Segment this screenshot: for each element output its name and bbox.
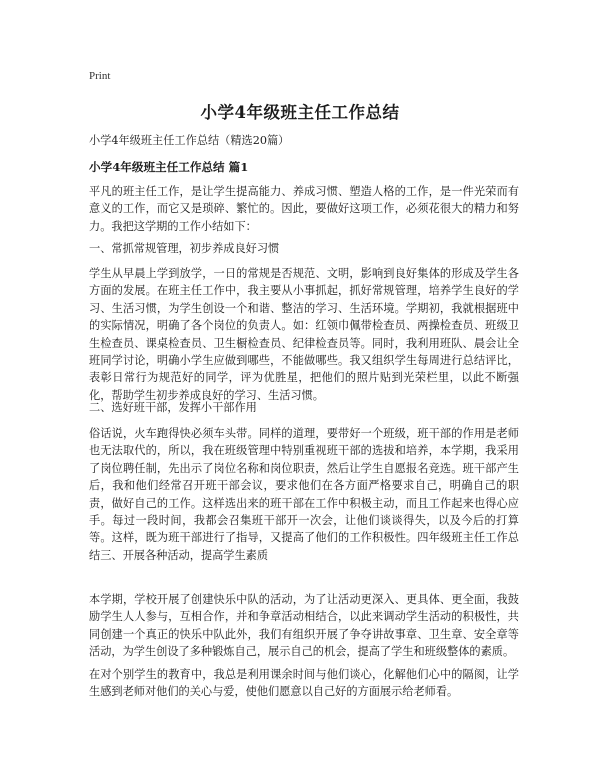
paragraph-routine: 学生从早晨上学到放学，一日的常规是否规范、文明，影响到良好集体的形成及学生各方面的发展。在班主任工作中，我主要从小事抓起，抓好常规管理，培养学生良好的学习、生活习惯，为学生创设一个和谐、整洁的学习、生活环境。学期初，我就根据班中的实际情况，明确了各个岗位的负责人。如：红领巾佩带检查员、两操检查员、班级卫生检查员、课桌检查员、卫生橱检查员、纪律检查员等。同时，我利用班队、晨会让全班同学讨论，明确小学生应做到哪些，不能做哪些。我又组织学生每周进行总结评比，表彰日常行为规范好的同学，评为优胜星，把他们的照片贴到光荣栏里，以此不断强化，帮助学生初步养成良好的学习、生活习惯。 (89, 267, 519, 402)
document-subtitle: 小学4年级班主任工作总结（精选20篇） (89, 134, 290, 147)
paragraph-activities: 本学期，学校开展了创建快乐中队的活动，为了让活动更深入、更具体、更全面，我鼓励学生人人参与，互相合作，并和争章活动相结合，以此来调动学生活动的积极性，共同创建一个真正的快乐中队此外，我们有组织开展了争夺讲故事章、卫生章、安全章等活动，为学生创设了多种锻炼自己，展示自己的机会，提高了学生和班级整体的素质。 (89, 593, 519, 659)
document-title: 小学4年级班主任工作总结 (200, 103, 400, 122)
paragraph-individual: 在对个别学生的教育中，我总是利用课余时间与他们谈心，化解他们心中的隔阂，让学生感到老师对他们的关心与爱，使他们愿意以自己好的方面展示给老师看。 (89, 668, 519, 699)
paragraph-intro: 平凡的班主任工作，是让学生提高能力、养成习惯、塑造人格的工作，是一件光荣而有意义的工作，而它又是琐碎、繁忙的。因此，要做好这项工作，必须花很大的精力和努力。我把这学期的工作小结如下： (89, 185, 519, 233)
paragraph-cadres: 俗话说，火车跑得快必须车头带。同样的道理，要带好一个班级，班干部的作用是老师也无法取代的，所以，我在班级管理中特别重视班干部的选拔和培养，本学期，我采用了岗位聘任制，先出示了岗位名称和岗位职责，然后让学生自愿报名竞选。班干部产生后，我和他们经常召开班干部会议，要求他们在各方面严格要求自己，明确自己的职责，做好自己的工作。这样选出来的班干部在工作中积极主动，而且工作起来也得心应手。每过一段时间，我都会召集班干部开一次会，让他们谈谈得失，以及今后的打算等。这样，既为班干部进行了指导，又提高了他们的工作积极性。四年级班主任工作总结三、开展各种活动，提高学生素质 (89, 427, 519, 562)
subheading-routine: 一、常抓常规管理，初步养成良好习惯 (89, 242, 280, 255)
subheading-cadres: 二、选好班干部，发挥小干部作用 (89, 401, 257, 414)
section-heading: 小学4年级班主任工作总结 篇1 (89, 160, 249, 174)
print-label: Print (89, 70, 111, 82)
